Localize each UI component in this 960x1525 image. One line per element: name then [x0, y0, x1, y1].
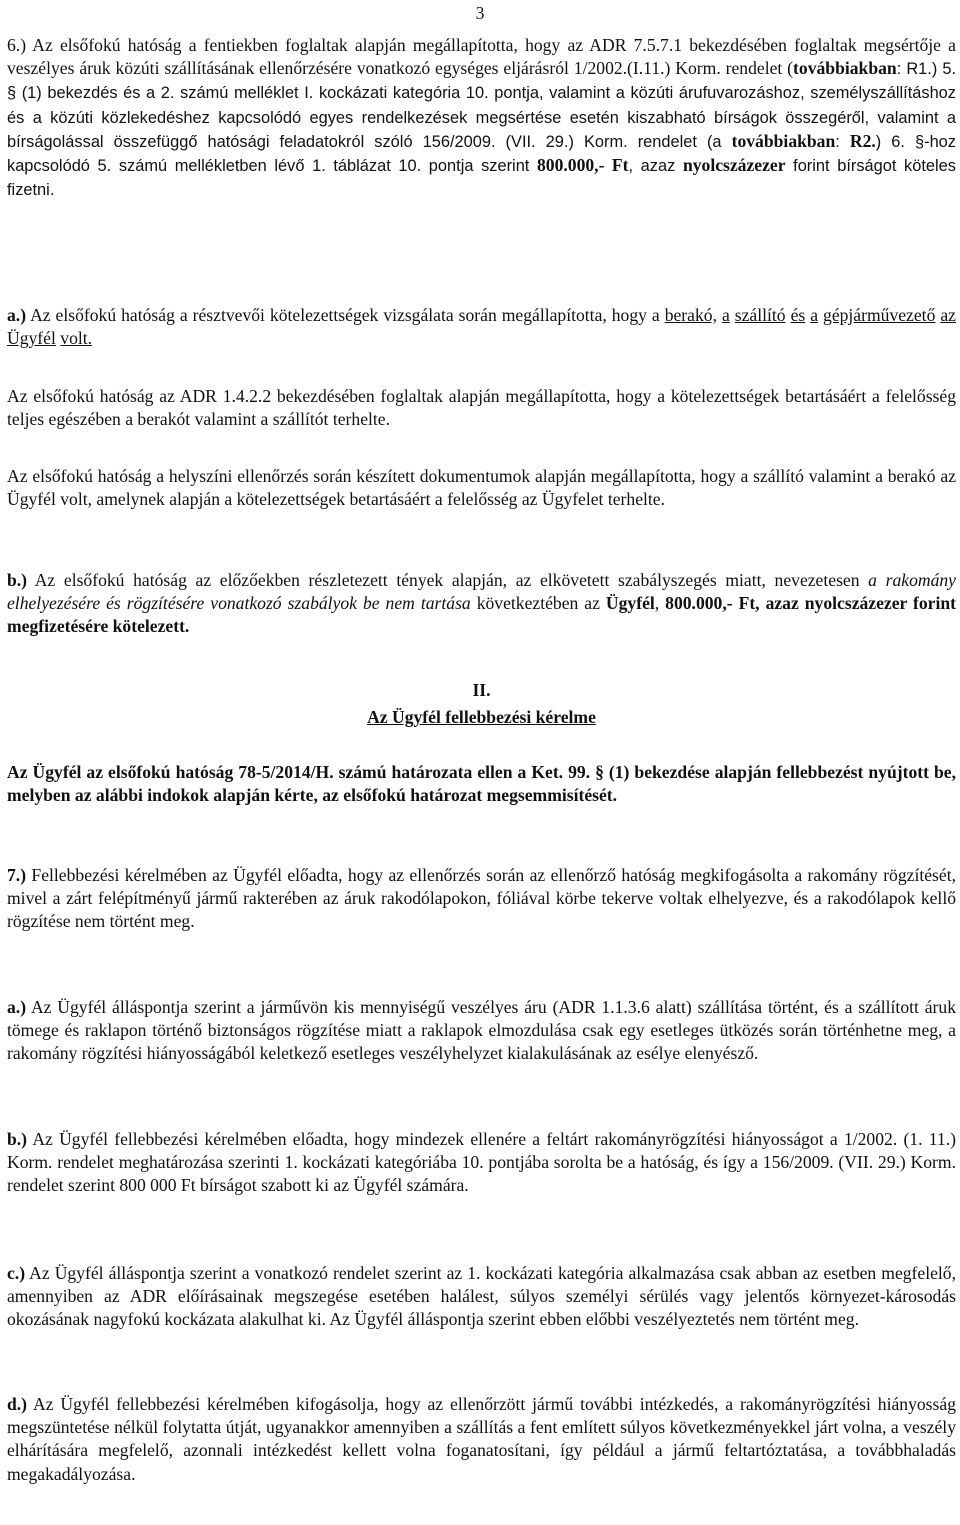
p7c-label: c.) [7, 1263, 26, 1283]
pa1-underlined-2: a [721, 305, 730, 325]
pb-text-2: következtében az [470, 593, 606, 614]
paragraph-a1 [7, 304, 956, 350]
pb-text-3: , [654, 593, 666, 614]
p6-text-2: : R1.) 5. § (1) bekezdés és a 2. számú melléklet I. kockázati kategória 10. pontja, valamint a közúti árufuvarozáshoz, személyszállításhoz és a közúti közlekedéshez kapcsolódó egyes rendelkezések megsértése esetén kiszabható bírságok összegéről, valamint a bírságolással összefüggő hatósági feladatokról szóló 156/2009. (VII. 29.) Korm. rendelet (a [7, 60, 957, 151]
p6-text-3: : [835, 132, 850, 151]
p7b-text: Az Ügyfél fellebbezési kérelmében előadta, hogy mindezek ellenére a feltárt rakományrögzítési hiányosságot a 1/2002. (1. 11.) Korm. rendelet meghatározása szerinti 1. kockázati kategóriába 10. pontjába sorolta be a hatóság, és így a 156/2009. (VII. 29.) Korm. rendelet szerint 800 000 Ft bírságot szabott ki az Ügyfél számára. [7, 1129, 956, 1196]
paragraph-a3: Az elsőfokú hatóság a helyszíni ellenőrzés során készített dokumentumok alapján megállapította, hogy a szállító valamint a berakó az Ügyfél volt, amelynek alapján a kötelezettségek betartásáért a felelősség az Ügyfelet terhelte. [7, 466, 956, 510]
pa1-label: a.) [7, 305, 27, 325]
p6-text-5: , azaz [628, 157, 683, 176]
section-title-text: Az Ügyfél fellebbezési kérelme [367, 707, 596, 727]
p6-text-1: 6.) Az elsőfokú hatóság a fentiekben foglaltak alapján megállapította, hogy az ADR 7.5.7.1 bekezdésében foglaltak megsértője a veszélyes áruk közúti szállításának ellenőrzésére vonatkozó egységes eljárásról 1/2002.(I.11.) Korm. rendelet ( [7, 35, 956, 79]
pa1-underlined-7: az [940, 305, 956, 325]
section-title [7, 706, 956, 729]
p7d-label: d.) [7, 1394, 28, 1414]
p7a-label: a.) [7, 997, 27, 1017]
paragraph-6 [7, 34, 956, 202]
section-numeral [7, 679, 956, 702]
page-number: 3 [475, 3, 485, 23]
pb-bold-2: 800.000,- Ft, azaz nyolcszázezer forint megfizetésére kötelezett. [7, 593, 957, 637]
p6-text-4: ) 6. §-hoz kapcsolódó 5. számú mellékletben lévő 1. táblázat 10. pontja szerint [7, 132, 956, 176]
paragraph-7d [7, 1393, 956, 1486]
p7a-text: Az Ügyfél álláspontja szerint a járművön kis mennyiségű veszélyes áru (ADR 1.1.3.6 alatt) szállítása történt, és a szállított áruk tömege és raklapon történő biztonságos rögzítése miatt a raklapok elmozdulása csak egy esetleges ütközés során történhetne meg, a rakomány rögzítési hiányosságából keletkező esetleges veszélyhelyzet kialakulásának az esélye elenyésző. [7, 997, 956, 1064]
pa1-underlined-6: gépjárművezető [823, 305, 936, 325]
pb-text-1: Az elsőfokú hatóság az előzőekben részletezett tények alapján, az elkövetett szabályszegés miatt, nevezetesen [27, 570, 869, 590]
p7c-text: Az Ügyfél álláspontja szerint a vonatkozó rendelet szerint az 1. kockázati kategória alkalmazása csak abban az esetben megfelelő, amennyiben az ADR előírásainak megszegése esetében halálest, súlyos személyi sérülés vagy jelentős környezet-károsodás okozásának nagyfokú kockázata alakulhat ki. Az Ügyfél álláspontja szerint ebben előbbi veszélyeztetés nem történt meg. [7, 1263, 956, 1330]
p7b-label: b.) [7, 1129, 28, 1149]
p6-text-6: forint bírságot köteles fizetni. [7, 157, 956, 200]
p7d-text: Az Ügyfél fellebbezési kérelmében kifogásolja, hogy az ellenőrzött jármű további intézkedés, a rakományrögzítési hiányosság megszüntetése nélkül folytatta útját, ugyanakkor amennyiben a szállítás a fent említett súlyos következményekkel járt volna, a veszély elhárítására megfelelő, azonnali intézkedést kellett volna foganatosítani, így például a jármű feltartóztatása, a továbbhaladás megakadályozása. [7, 1394, 956, 1484]
pb-bold-1: Ügyfél [605, 593, 655, 614]
pa1-underlined-4: és [790, 305, 806, 325]
paragraph-7b [7, 1128, 956, 1198]
pa1-underlined-8: Ügyfél [7, 328, 56, 349]
p6-bold-5: nyolcszázezer [682, 155, 786, 176]
section-numeral-text: II. [472, 680, 491, 700]
pa1-underlined-9: volt. [60, 328, 93, 349]
paragraph-b [7, 569, 956, 639]
appeal-intro [7, 761, 956, 807]
pb-italic: a rakomány elhelyezésére és rögzítésére vonatkozó szabályok be nem tartása [7, 570, 956, 614]
paragraph-7 [7, 864, 956, 934]
p6-bold-2: továbbiakban [731, 130, 836, 151]
pa1-underlined-3: szállító [734, 305, 786, 325]
pa1-text: Az elsőfokú hatóság a résztvevői kötelezettségek vizsgálata során megállapította, hogy a [26, 305, 665, 325]
paragraph-7c [7, 1262, 956, 1332]
p6-bold-3: R2. [849, 130, 876, 151]
pb-label: b.) [7, 570, 28, 590]
p6-bold-1: továbbiakban [793, 58, 897, 79]
paragraph-a2: Az elsőfokú hatóság az ADR 1.4.2.2 bekezdésében foglaltak alapján megállapította, hogy a kötelezettségek betartásáért a felelősség teljes egészében a berakót valamint a szállítót terhelte. [7, 386, 956, 430]
paragraph-7a [7, 996, 956, 1066]
p6-bold-4: 800.000,- Ft [536, 155, 629, 176]
pa1-underlined-1: berakó, [664, 305, 717, 325]
pa1-underlined-5: a [810, 305, 819, 325]
appeal-intro-text: Az Ügyfél az elsőfokú hatóság 78-5/2014/H. számú határozata ellen a Ket. 99. § (1) bekezdése alapján fellebbezést nyújtott be, melyben az alábbi indokok alapján kérte, az elsőfokú határozat megsemmisítését. [7, 762, 956, 806]
p7-text: Fellebbezési kérelmében az Ügyfél előadta, hogy az ellenőrzés során az ellenőrző hatóság megkifogásolta a rakomány rögzítését, mivel a zárt felépítményű jármű rakterében az áruk rakodólapokon, fóliával körbe tekerve voltak elhelyezve, és a rakodólapok kellő rögzítése nem történt meg. [7, 865, 956, 932]
p7-label: 7.) [7, 865, 27, 885]
